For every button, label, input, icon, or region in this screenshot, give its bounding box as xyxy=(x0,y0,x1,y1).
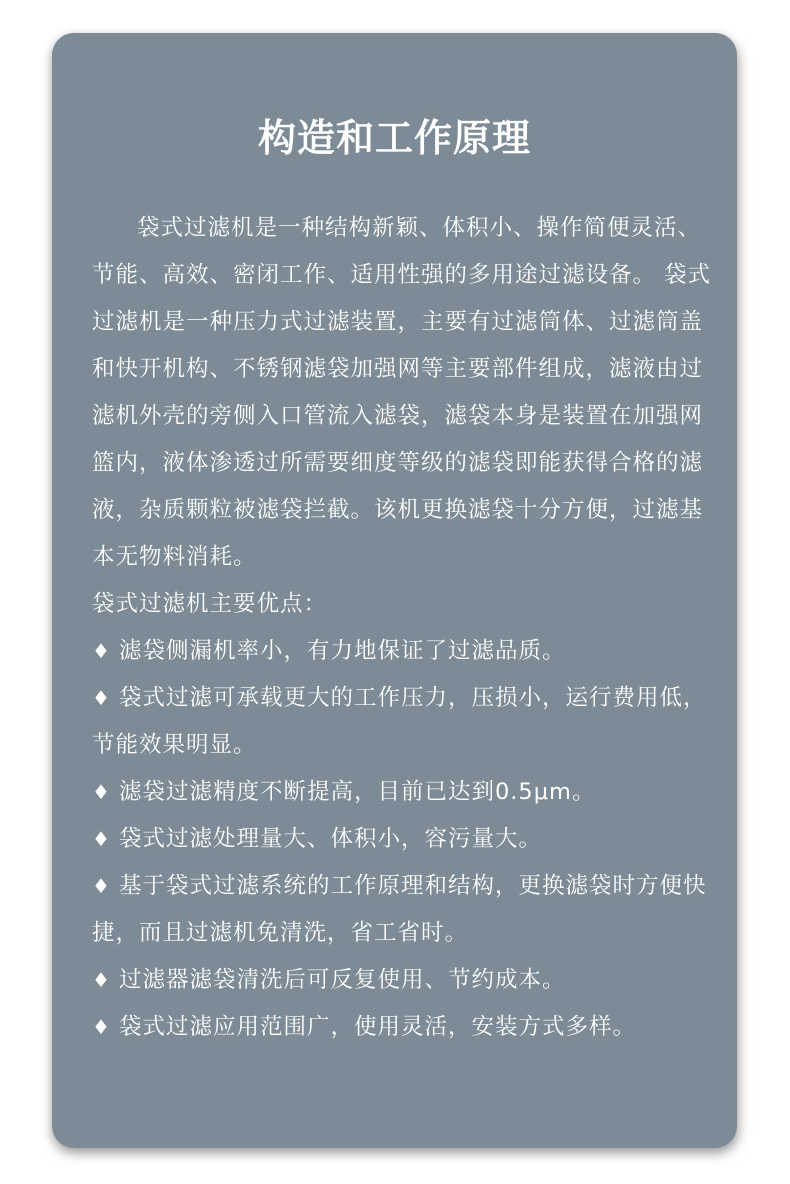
advantage-text: 基于袋式过滤系统的工作原理和结构，更换滤袋时方便快捷，而且过滤机免清洗，省工省时。 xyxy=(92,873,707,946)
advantage-item-7 xyxy=(92,1004,712,1051)
diamond-bullet-icon: ♦ xyxy=(92,639,111,663)
advantage-item-3 xyxy=(92,769,712,816)
diamond-bullet-icon: ♦ xyxy=(92,874,111,898)
advantage-item-2 xyxy=(92,675,712,769)
advantage-text: 过滤器滤袋清洗后可反复使用、节约成本。 xyxy=(118,967,566,993)
content-card xyxy=(52,33,737,1148)
page-title: 构造和工作原理 xyxy=(257,116,531,160)
advantages-heading: 袋式过滤机主要优点： xyxy=(92,591,328,617)
diamond-bullet-icon: ♦ xyxy=(92,1015,111,1039)
advantage-text: 袋式过滤可承载更大的工作压力，压损小，运行费用低，节能效果明显。 xyxy=(92,685,707,758)
advantage-item-6 xyxy=(92,957,712,1004)
advantage-text: 袋式过滤应用范围广，使用灵活，安装方式多样。 xyxy=(118,1014,636,1040)
article-body xyxy=(92,205,712,1051)
advantage-text: 袋式过滤处理量大、体积小，容污量大。 xyxy=(118,826,542,852)
advantage-text: 滤袋过滤精度不断提高，目前已达到0.5μm。 xyxy=(118,779,596,805)
advantage-text: 滤袋侧漏机率小，有力地保证了过滤品质。 xyxy=(118,638,566,664)
advantage-item-4 xyxy=(92,816,712,863)
advantage-item-1 xyxy=(92,628,712,675)
diamond-bullet-icon: ♦ xyxy=(92,780,111,804)
diamond-bullet-icon: ♦ xyxy=(92,968,111,992)
diamond-bullet-icon: ♦ xyxy=(92,827,111,851)
intro-paragraph: 袋式过滤机是一种结构新颖、体积小、操作简便灵活、节能、高效、密闭工作、适用性强的多用途过滤设备。 袋式过滤机是一种压力式过滤装置，主要有过滤筒体、过滤筒盖和快开机构、不锈钢滤袋加强网等主要部件组成，滤液由过滤机外壳的旁侧入口管流入滤袋，滤袋本身是装置在加强网篮内，液体渗透过所需要细度等级的滤袋即能获得合格的滤液，杂质颗粒被滤袋拦截。该机更换滤袋十分方便，过滤基本无物料消耗。 xyxy=(92,215,712,570)
advantage-item-5 xyxy=(92,863,712,957)
diamond-bullet-icon: ♦ xyxy=(92,686,111,710)
